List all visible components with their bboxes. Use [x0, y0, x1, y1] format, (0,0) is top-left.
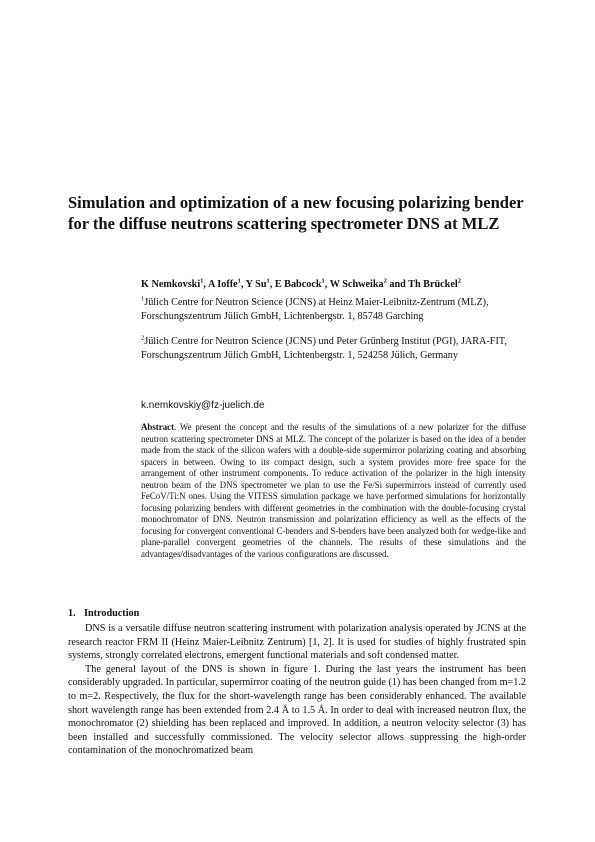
paper-title: Simulation and optimization of a new focusing polarizing bender for the diffuse neutrons scattering spectrometer DNS at MLZ — [68, 193, 524, 233]
affiliation-2-marker: 2 — [141, 334, 145, 342]
contact-email[interactable]: k.nemkovskiy@fz-juelich.de — [141, 400, 265, 411]
section-body — [68, 622, 526, 758]
author-affiliation-marker: 1 — [200, 277, 204, 285]
author-name: K Nemkovski — [141, 279, 201, 290]
author-affiliation-marker: 2 — [383, 277, 387, 285]
author-affiliation-marker: 2 — [457, 277, 461, 285]
author-name: W Schweika — [329, 279, 384, 290]
abstract-label: Abstract — [141, 422, 175, 432]
affiliation-1 — [141, 296, 536, 324]
affiliation-1-marker: 1 — [141, 295, 145, 303]
abstract-text: . We present the concept and the results of the simulations of a new polarizer for the diffuse neutron scattering spectrometer DNS at MLZ. The concept of the polarizer is based on the idea of a bender made from the stack of the silicon wafers with a double-side supermirror polarizing coating and absorbing spacers in between. Owing to its compact design, such a system provides more free space for the arrangement of other instrument components. To reduce activation of the polarizer in the high intensity neutron beam of the DNS spectrometer we plan to use the Fe/Si supermirrors instead of currently used FeCoV/Ti:N ones. Using the VITESS simulation package we have performed simulations for horizontally focusing polarizing benders with different geometries in the combination with the double-focusing crystal monochromator of DNS. Neutron transmission and polarization efficiency as well as the effects of the focusing for convergent conventional C-benders and S-benders have been analyzed both for wedge-like and plane-parallel convergent geometries of the channels. The results of these simulations and the advantages/disadvantages of the various configurations are discussed. — [141, 422, 526, 560]
section-number: 1. — [68, 608, 76, 619]
author-name: Th Brückel — [408, 279, 458, 290]
author-name: A Ioffe — [207, 279, 238, 290]
author-list: K Nemkovski$^1$, A Ioffe$^1$, Y Su$^1$, E Babcock$^1$, W Schweika$^2$ and Th Brückel$^2$ — [141, 277, 461, 290]
affiliation-2-text: Jülich Centre for Neutron Science (JCNS) und Peter Grünberg Institut (PGI), JARA-FIT, Forschungszentrum Jülich GmbH, Lichtenbergstr. 1, 524258 Jülich, Germany — [141, 336, 507, 361]
author-affiliation-marker: 1 — [321, 277, 325, 285]
section-heading-introduction — [68, 608, 139, 619]
affiliation-1-text: Jülich Centre for Neutron Science (JCNS) at Heinz Maier-Leibnitz-Zentrum (MLZ), Forschungszentrum Jülich GmbH, Lichtenbergstr. 1, 85748 Garching — [141, 297, 489, 322]
author-name: E Babcock — [274, 279, 322, 290]
affiliation-2 — [141, 335, 536, 363]
abstract — [141, 422, 526, 561]
paragraph: DNS is a versatile diffuse neutron scattering instrument with polarization analysis operated by JCNS at the research reactor FRM II (Heinz Maier-Leibnitz Zentrum) [1, 2]. It is used for studies of highly frustrated spin systems, strongly correlated electrons, emergent functional materials and soft condensed matter. — [68, 623, 526, 662]
section-title: Introduction — [84, 608, 140, 619]
paragraph: The general layout of the DNS is shown in figure 1. During the last years the instrument has been considerably upgraded. In particular, supermirror coating of the neutron guide (1) has been changed from m=1.2 to m=2. Respectively, the flux for the short-wavelength range has been considerably enhanced. The available short wavelength range has been extended from 2.4 Å to 1.5 Å. In order to deal with increased neutron flux, the monochromator (2) shielding has been replaced and improved. In addition, a neutron velocity selector (3) has been installed and successfully commissioned. The velocity selector allows suppressing the high-order contamination of the monochromatized beam — [68, 663, 526, 757]
author-affiliation-marker: 1 — [266, 277, 270, 285]
author-affiliation-marker: 1 — [237, 277, 241, 285]
author-name: Y Su — [245, 279, 267, 290]
